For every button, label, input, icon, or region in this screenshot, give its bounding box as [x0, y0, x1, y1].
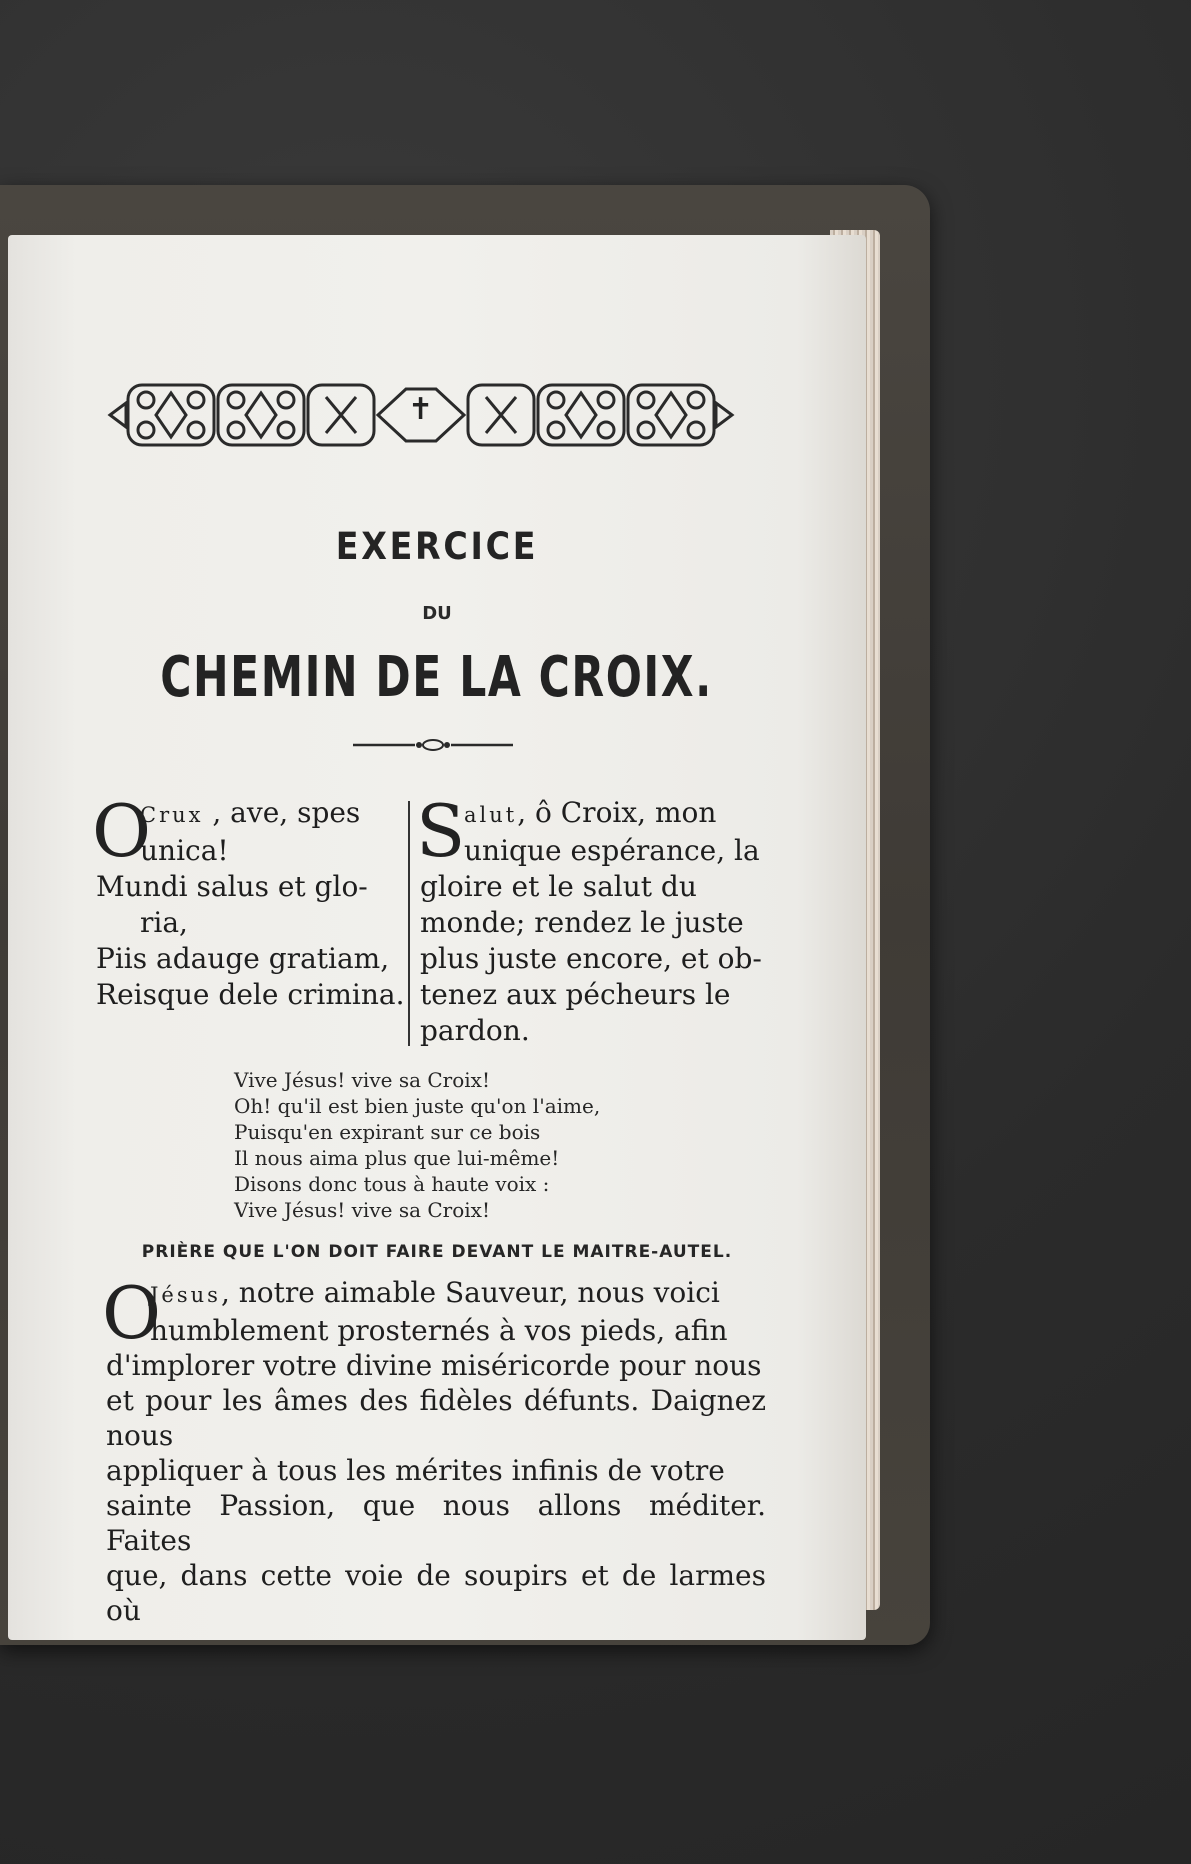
french-line-4: monde; rendez le juste	[420, 906, 744, 939]
french-line-1: , ô Croix, mon	[517, 796, 717, 829]
hymn-verse	[234, 1067, 600, 1223]
book-page	[8, 235, 866, 1640]
prayer-text	[102, 1271, 766, 1628]
title-chemin-de-la-croix	[8, 645, 866, 710]
french-line-5: plus juste encore, et ob-	[420, 942, 762, 975]
prayer-line-7: que, dans cette voie de soupirs et de larmes où	[106, 1559, 766, 1627]
prayer-line-1: , notre aimable Sauveur, nous voici	[220, 1276, 720, 1309]
column-divider	[408, 801, 410, 1046]
fleuron-divider-icon	[353, 735, 513, 755]
french-dropcap: S	[416, 789, 466, 873]
latin-line-2: unica!	[140, 834, 229, 867]
latin-line-4: ria,	[140, 906, 188, 939]
prayer-dropcap: O	[102, 1271, 162, 1355]
french-first-word: alut	[464, 803, 518, 827]
latin-dropcap: O	[92, 789, 152, 873]
latin-line-1: , ave, spes	[203, 796, 361, 829]
french-column	[416, 789, 770, 1049]
prayer-line-2: humblement prosternés à vos pieds, afin	[150, 1314, 728, 1347]
prayer-line-4: et pour les âmes des fidèles défunts. Daignez nous	[106, 1384, 766, 1452]
french-line-6: tenez aux pécheurs le	[420, 978, 731, 1011]
title-du: DU	[422, 603, 452, 624]
latin-column	[92, 789, 406, 1013]
hymn-line-4: Il nous aima plus que lui-même!	[234, 1146, 560, 1170]
latin-line-5: Piis adauge gratiam,	[96, 942, 390, 975]
prayer-line-5: appliquer à tous les mérites infinis de votre	[106, 1454, 725, 1487]
prayer-line-6: sainte Passion, que nous allons méditer. Faites	[106, 1489, 766, 1557]
title-exercice: EXERCICE	[335, 525, 539, 568]
hymn-line-6: Vive Jésus! vive sa Croix!	[234, 1198, 490, 1222]
hymn-line-3: Puisqu'en expirant sur ce bois	[234, 1120, 541, 1144]
cross-icon: ✝	[408, 392, 434, 427]
latin-line-6: Reisque dele crimina.	[96, 978, 405, 1011]
prayer-heading: PRIÈRE QUE L'ON DOIT FAIRE DEVANT LE MAITRE-AUTEL.	[141, 1242, 733, 1262]
hymn-line-1: Vive Jésus! vive sa Croix!	[234, 1068, 490, 1092]
title-chemin-text: CHEMIN DE LA CROIX.	[160, 645, 714, 710]
french-line-2: unique espérance, la	[464, 834, 760, 867]
latin-first-word: Crux	[140, 803, 204, 827]
prayer-line-3: d'implorer votre divine miséricorde pour nous	[106, 1349, 762, 1382]
french-line-3: gloire et le salut du	[420, 870, 697, 903]
french-line-7: pardon.	[420, 1014, 530, 1047]
latin-line-3: Mundi salus et glo-	[96, 870, 368, 903]
hymn-line-2: Oh! qu'il est bien juste qu'on l'aime,	[234, 1094, 601, 1118]
hymn-line-5: Disons donc tous à haute voix :	[234, 1172, 550, 1196]
prayer-first-word: Jésus	[150, 1283, 221, 1307]
